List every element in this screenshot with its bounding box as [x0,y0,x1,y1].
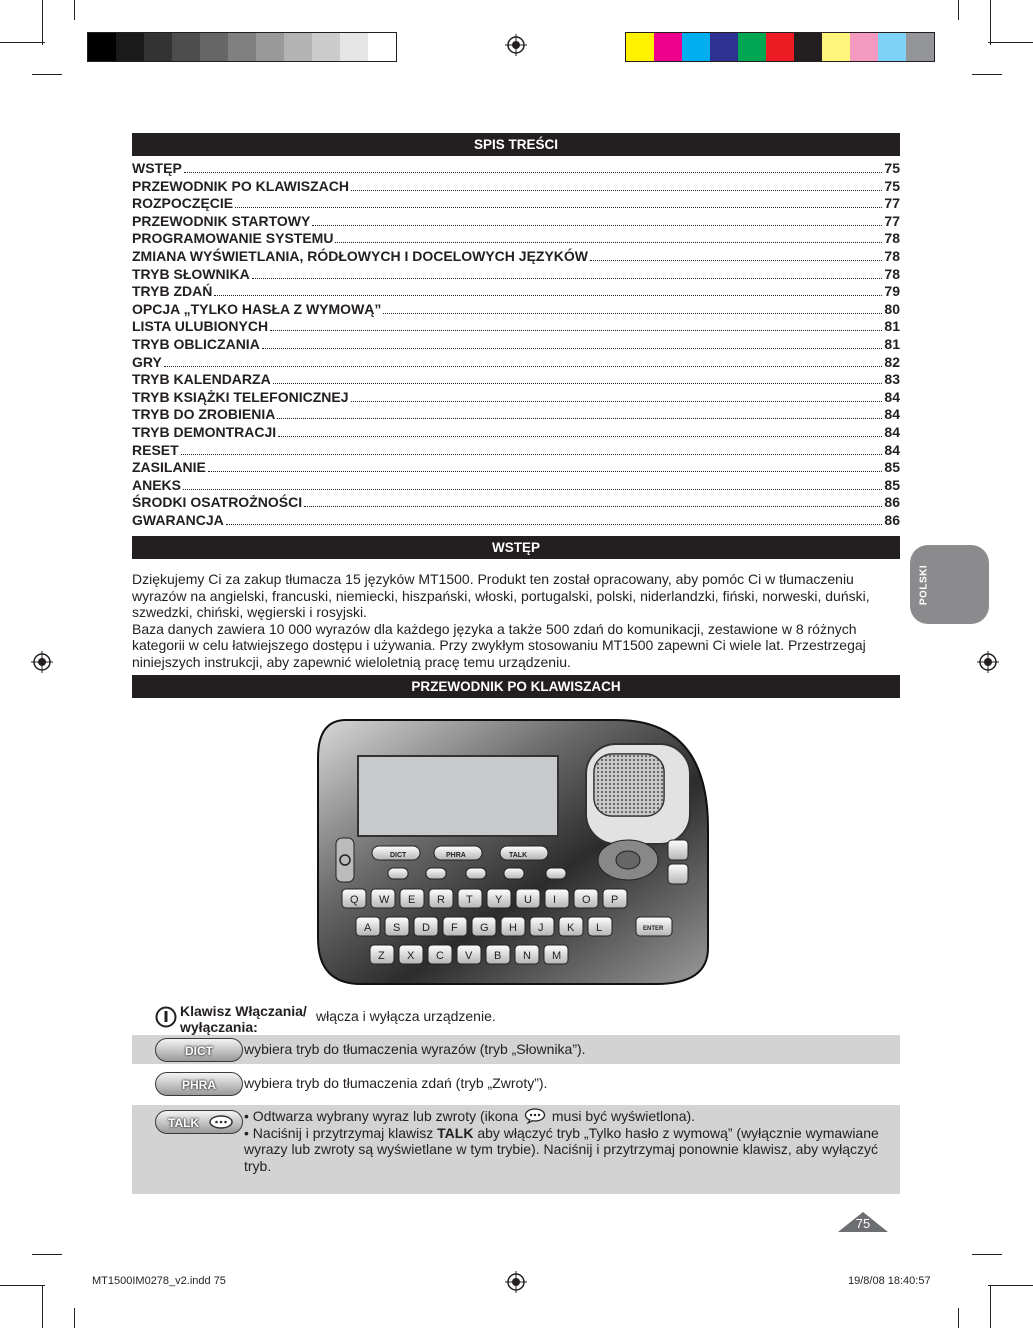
toc-entry [132,477,900,495]
crop-mark [972,74,1002,75]
svg-text:S: S [393,922,401,934]
toc-entry [132,160,900,178]
registration-mark-icon [505,34,527,56]
toc-entry [132,213,900,231]
device-key [559,917,583,936]
talk-key-desc: • Odtwarza wybrany wyraz lub zwroty (ikona musi być wyświetlona). • Naciśnij i przytrzymaj klawisz TALK aby włączyć tryb „Tylko hasło z wymową” (wyłącznie wymawiane wyrazy lub zwroty są wyświetlane w tym trybie). Naciśnij i przytrzymaj ponownie klawisz, aby wyłączyć tryb. [244,1108,879,1174]
device-key [574,889,598,908]
color-swatch [88,33,116,61]
color-swatch [256,33,284,61]
language-tab-label: POLSKI [918,564,930,606]
toc-entry-page: 84 [884,406,900,423]
registration-mark-icon [977,651,999,673]
crop-mark [958,0,959,20]
intro-paragraph: Dziękujemy Ci za zakup tłumacza 15 języków MT1500. Produkt ten został opracowany, aby pomóc Ci w tłumaczeniu wyrazów na angielski, francuski, niemiecki, hiszpański, włoski, portugalski, polski, niderlandzki, fiński, norweski, duński, szwedzki, chiński, węgierski i rosyjski. [132,571,870,620]
device-key [544,945,568,964]
color-swatch [144,33,172,61]
svg-text:Q: Q [350,894,359,906]
toc-entry-page: 84 [884,423,900,440]
device-key [458,889,482,908]
device-key [472,917,496,936]
toc-entry [132,406,900,424]
dict-key-desc: wybiera tryb do tłumaczenia wyrazów (tryb „Słownika”). [244,1041,586,1057]
device-key [428,945,452,964]
table-of-contents [132,160,900,529]
color-swatch [850,33,878,61]
color-swatch [116,33,144,61]
toc-heading: SPIS TREŚCI [132,133,900,156]
toc-entry-page: 78 [884,230,900,247]
color-swatch [626,33,654,61]
crop-mark [990,1285,991,1328]
svg-text:DICT: DICT [390,852,407,859]
toc-entry-page: 77 [884,195,900,212]
color-swatch [794,33,822,61]
device-key [516,889,540,908]
crop-mark [74,1308,75,1328]
toc-leader [590,260,882,261]
toc-entry-title: TRYB ZDAŃ [132,283,213,300]
intro-text [132,571,900,670]
toc-entry [132,301,900,319]
toc-entry-page: 78 [884,247,900,264]
toc-leader [226,524,883,525]
crop-mark [958,1308,959,1328]
toc-entry [132,512,900,530]
toc-entry-title: RESET [132,441,179,458]
color-swatch [766,33,794,61]
toc-entry [132,318,900,336]
power-icon [155,1006,177,1028]
color-swatch [312,33,340,61]
toc-entry [132,266,900,284]
toc-entry-title: PRZEWODNIK PO KLAWISZACH [132,177,349,194]
svg-text:Y: Y [495,894,503,906]
device-key [515,945,539,964]
toc-entry-page: 85 [884,459,900,476]
svg-text:O: O [582,894,591,906]
svg-text:TALK: TALK [509,852,528,859]
toc-entry-page: 82 [884,353,900,370]
crop-mark [988,1285,1033,1286]
svg-text:I: I [553,894,557,906]
svg-text:A: A [364,922,372,934]
toc-entry [132,459,900,477]
svg-text:B: B [494,950,502,962]
toc-entry-page: 86 [884,511,900,528]
grayscale-calibration-bar [87,32,397,62]
intro-paragraph: Baza danych zawiera 10 000 wyrazów dla każdego języka a także 500 zdań do komunikacji, zestawione w 8 różnych kategorii w celu łatwiejszego dostępu i używania. Przy zwykłym stosowaniu MT1500 zapewni Ci wiele lat. Przestrzegaj niniejszych instrukcji, aby zapewnić wieloletnią pracę temu urządzeniu. [132,620,866,670]
device-key [487,889,511,908]
toc-entry-title: ZMIANA WYŚWIETLANIA, RÓDŁOWYCH I DOCELOWYCH JĘZYKÓW [132,247,589,264]
toc-leader [235,207,882,208]
crop-mark [0,1285,45,1286]
phra-key-icon: PHRA [155,1072,243,1096]
color-swatch [878,33,906,61]
language-tab [910,545,989,624]
toc-entry-title: ZASILANIE [132,459,206,476]
toc-entry [132,424,900,442]
color-swatch [654,33,682,61]
toc-entry-title: OPCJA „TYLKO HASŁA Z WYMOWĄ” [132,300,382,317]
device-key [530,917,554,936]
device-key [588,917,612,936]
color-swatch [172,33,200,61]
toc-entry-page: 84 [884,441,900,458]
toc-entry-page: 78 [884,265,900,282]
device-key [371,889,395,908]
power-key-desc: włącza i wyłącza urządzenie. [316,1008,496,1024]
toc-entry [132,371,900,389]
toc-entry-title: TRYB DEMONTRACJI [132,423,277,440]
svg-text:E: E [408,894,416,906]
toc-entry [132,195,900,213]
toc-entry-page: 79 [884,283,900,300]
toc-entry-page: 86 [884,494,900,511]
device-key [429,889,453,908]
svg-text:M: M [552,950,562,962]
toc-leader [183,489,882,490]
toc-entry-title: GRY [132,353,162,370]
svg-text:H: H [509,922,517,934]
svg-text:P: P [611,894,619,906]
crop-mark [988,42,1033,43]
toc-entry-title: TRYB KALENDARZA [132,371,271,388]
toc-entry-title: LISTA ULUBIONYCH [132,318,269,335]
toc-entry [132,389,900,407]
footer-file: MT1500IM0278_v2.indd 75 [92,1275,226,1287]
toc-leader [252,278,883,279]
svg-text:G: G [480,922,489,934]
toc-leader [383,313,882,314]
crop-mark [42,1285,43,1328]
svg-text:T: T [466,894,473,906]
toc-entry-title: ROZPOCZĘCIE [132,195,234,212]
toc-entry [132,248,900,266]
page-number: 75 [855,1216,871,1231]
toc-entry [132,354,900,372]
device-key [400,889,424,908]
svg-text:PHRA: PHRA [446,852,466,859]
device-key [385,917,409,936]
registration-mark-icon [505,1271,527,1293]
color-swatch [738,33,766,61]
svg-text:U: U [524,894,532,906]
toc-leader [304,506,882,507]
color-swatch [710,33,738,61]
device-key [457,945,481,964]
toc-entry [132,283,900,301]
color-swatch [682,33,710,61]
toc-entry [132,230,900,248]
color-swatch [200,33,228,61]
color-swatch [284,33,312,61]
device-key [486,945,510,964]
toc-entry-page: 75 [884,160,900,176]
toc-leader [181,454,883,455]
toc-entry [132,336,900,354]
device-key [501,917,525,936]
color-swatch [340,33,368,61]
device-key [342,889,366,908]
svg-text:R: R [437,894,445,906]
toc-leader [164,366,883,367]
device-key [414,917,438,936]
svg-text:N: N [523,950,531,962]
crop-mark [972,1254,1002,1255]
device-key [399,945,423,964]
toc-entry [132,442,900,460]
toc-entry [132,494,900,512]
color-calibration-bar [625,32,935,62]
svg-text:V: V [465,950,473,962]
toc-leader [335,242,882,243]
crop-mark [32,1254,62,1255]
svg-text:W: W [379,894,390,906]
registration-mark-icon [31,651,53,673]
svg-text:C: C [436,950,444,962]
toc-leader [270,330,882,331]
crop-mark [42,0,43,45]
svg-text:K: K [567,922,575,934]
toc-entry-title: PROGRAMOWANIE SYSTEMU [132,230,334,247]
toc-leader [351,190,882,191]
device-key [370,945,394,964]
toc-entry-title: PRZEWODNIK STARTOWY [132,212,311,229]
toc-leader [184,172,883,173]
color-swatch [906,33,934,61]
color-swatch [228,33,256,61]
translator-device-illustration [316,718,710,986]
toc-leader [208,471,883,472]
toc-entry-title: ANEKS [132,476,182,493]
toc-leader [214,295,882,296]
footer-timestamp: 19/8/08 18:40:57 [848,1275,931,1287]
toc-entry-title: TRYB SŁOWNIKA [132,265,250,282]
toc-leader [262,348,883,349]
speech-bubble-icon [208,1115,234,1130]
svg-text:ENTER: ENTER [643,926,664,932]
crop-mark [74,0,75,20]
phra-key-desc: wybiera tryb do tłumaczenia zdań (tryb „Zwroty”). [244,1075,548,1091]
toc-entry-title: ŚRODKI OSATROŻNOŚCI [132,494,303,511]
toc-entry-title: WSTĘP [132,160,182,176]
svg-text:F: F [451,922,458,934]
toc-entry-page: 81 [884,335,900,352]
dict-key-icon: DICT [155,1038,243,1062]
svg-text:J: J [538,922,544,934]
toc-entry-title: TRYB DO ZROBIENIA [132,406,276,423]
toc-entry-page: 85 [884,476,900,493]
toc-leader [277,418,882,419]
toc-leader [278,436,882,437]
toc-entry-title: TRYB OBLICZANIA [132,335,260,352]
toc-entry-page: 75 [884,177,900,194]
toc-leader [273,383,883,384]
crop-mark [32,74,62,75]
color-swatch [822,33,850,61]
device-key [443,917,467,936]
toc-entry-page: 77 [884,212,900,229]
toc-entry-page: 84 [884,388,900,405]
intro-heading: WSTĘP [132,536,900,559]
svg-text:X: X [407,950,415,962]
toc-entry [132,178,900,196]
color-swatch [368,33,396,61]
toc-entry-title: GWARANCJA [132,511,224,528]
svg-text:L: L [596,922,603,934]
toc-leader [312,225,882,226]
device-key [603,889,627,908]
crop-mark [990,0,991,45]
power-key-label: Klawisz Włączania/ wyłączania: [180,1003,307,1035]
toc-entry-page: 83 [884,371,900,388]
speech-bubble-icon [524,1108,546,1124]
talk-key-icon: TALK [155,1110,243,1134]
device-key [545,889,569,908]
svg-text:Z: Z [378,950,385,962]
key-guide-heading: PRZEWODNIK PO KLAWISZACH [132,675,900,698]
toc-leader [351,401,883,402]
svg-text:D: D [422,922,430,934]
crop-mark [0,42,45,43]
toc-entry-title: TRYB KSIĄŻKI TELEFONICZNEJ [132,388,349,405]
toc-entry-page: 80 [884,300,900,317]
toc-entry-page: 81 [884,318,900,335]
device-key [356,917,380,936]
